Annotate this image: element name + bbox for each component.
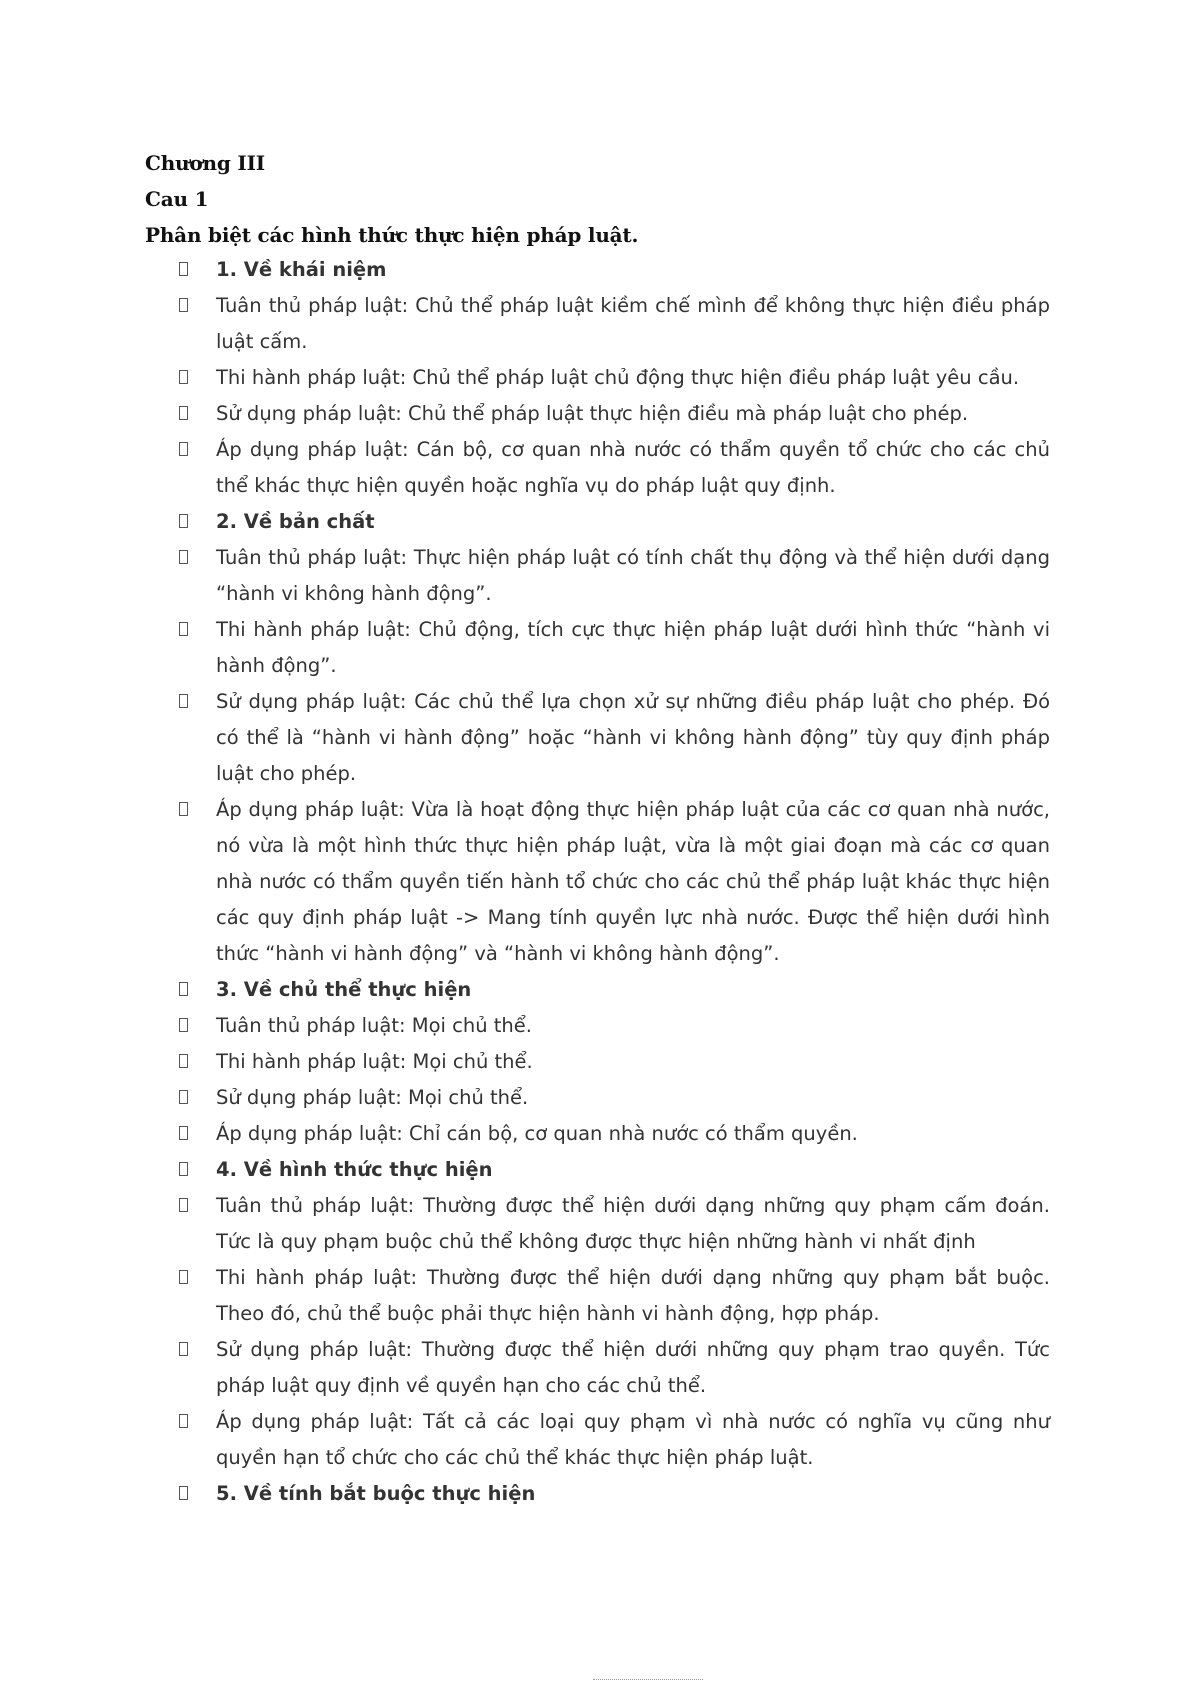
list-item <box>0 1404 1050 1476</box>
list-item <box>0 1044 1050 1080</box>
list-item <box>0 396 1050 432</box>
list-item-text: Thi hành pháp luật: Chủ động, tích cực thực hiện pháp luật dưới hình thức “hành vi hành động”. <box>216 618 1050 677</box>
page-bottom-mark <box>593 1679 703 1682</box>
list-item <box>0 432 1050 504</box>
list-item <box>0 1260 1050 1332</box>
bullet-box-icon <box>179 1126 188 1140</box>
list-item-text: Sử dụng pháp luật: Thường được thể hiện dưới những quy phạm trao quyền. Tức pháp luật quy định về quyền hạn cho các chủ thể. <box>216 1338 1050 1397</box>
bullet-box-icon <box>179 442 188 456</box>
bullet-box-icon <box>179 514 188 528</box>
list-item <box>0 1332 1050 1404</box>
list-item <box>0 792 1050 972</box>
list-item-text: Thi hành pháp luật: Chủ thể pháp luật chủ động thực hiện điều pháp luật yêu cầu. <box>216 366 1020 389</box>
section-heading-item <box>0 972 1050 1008</box>
bullet-box-icon <box>179 1162 188 1176</box>
bullet-box-icon <box>179 622 188 636</box>
section-heading-item <box>0 504 1050 540</box>
question-heading: Cau 1 <box>145 187 209 211</box>
list-item-text: Áp dụng pháp luật: Cán bộ, cơ quan nhà nước có thẩm quyền tổ chức cho các chủ thể khác thực hiện quyền hoặc nghĩa vụ do pháp luật quy định. <box>216 438 1050 497</box>
bullet-box-icon <box>179 1270 188 1284</box>
bullet-box-icon <box>179 982 188 996</box>
list-item <box>0 360 1050 396</box>
document-header <box>145 148 1085 256</box>
list-item-text: Áp dụng pháp luật: Tất cả các loại quy phạm vì nhà nước có nghĩa vụ cũng như quyền hạn tổ chức cho các chủ thể khác thực hiện pháp luật. <box>216 1410 1050 1469</box>
list-item <box>0 612 1050 684</box>
section-heading-text: 1. Về khái niệm <box>216 258 387 281</box>
bullet-box-icon <box>179 262 188 276</box>
list-item <box>0 1188 1050 1260</box>
list-item-text: Sử dụng pháp luật: Chủ thể pháp luật thực hiện điều mà pháp luật cho phép. <box>216 402 969 425</box>
bullet-box-icon <box>179 1018 188 1032</box>
list-item-text: Sử dụng pháp luật: Mọi chủ thể. <box>216 1086 529 1109</box>
bullet-box-icon <box>179 1054 188 1068</box>
bullet-box-icon <box>179 370 188 384</box>
list-item <box>0 1116 1050 1152</box>
list-item-text: Áp dụng pháp luật: Chỉ cán bộ, cơ quan nhà nước có thẩm quyền. <box>216 1122 858 1145</box>
chapter-heading: Chương III <box>145 151 265 175</box>
section-heading-item <box>0 1152 1050 1188</box>
list-item-text: Thi hành pháp luật: Thường được thể hiện dưới dạng những quy phạm bắt buộc. Theo đó, chủ thể buộc phải thực hiện hành vi hành động, hợp pháp. <box>216 1266 1050 1325</box>
bullet-box-icon <box>179 1486 188 1500</box>
bullet-box-icon <box>179 1090 188 1104</box>
list-item <box>0 288 1050 360</box>
list-item-text: Tuân thủ pháp luật: Thường được thể hiện dưới dạng những quy phạm cấm đoán. Tức là quy phạm buộc chủ thể không được thực hiện những hành vi nhất định <box>216 1194 1050 1253</box>
list-item <box>0 684 1050 792</box>
list-item-text: Thi hành pháp luật: Mọi chủ thể. <box>216 1050 533 1073</box>
bullet-box-icon <box>179 298 188 312</box>
list-item-text: Tuân thủ pháp luật: Mọi chủ thể. <box>216 1014 532 1037</box>
bullet-box-icon <box>179 1342 188 1356</box>
list-item-text: Áp dụng pháp luật: Vừa là hoạt động thực hiện pháp luật của các cơ quan nhà nước, nó vừa là một hình thức thực hiện pháp luật, vừa là một giai đoạn mà các cơ quan nhà nước có thẩm quyền tiến hành tổ chức cho các chủ thể pháp luật khác thực hiện các quy định pháp luật -> Mang tính quyền lực nhà nước. Được thể hiện dưới hình thức “hành vi hành động” và “hành vi không hành động”. <box>216 798 1050 965</box>
bullet-box-icon <box>179 1198 188 1212</box>
list-item <box>0 1008 1050 1044</box>
list-item-text: Tuân thủ pháp luật: Chủ thể pháp luật kiềm chế mình để không thực hiện điều pháp luật cấm. <box>216 294 1050 353</box>
section-heading-text: 5. Về tính bắt buộc thực hiện <box>216 1482 536 1505</box>
list-item-text: Sử dụng pháp luật: Các chủ thể lựa chọn xử sự những điều pháp luật cho phép. Đó có thể là “hành vi hành động” hoặc “hành vi không hành động” tùy quy định pháp luật cho phép. <box>216 690 1050 785</box>
bullet-box-icon <box>179 1414 188 1428</box>
section-heading-text: 2. Về bản chất <box>216 510 375 533</box>
list-item-text: Tuân thủ pháp luật: Thực hiện pháp luật có tính chất thụ động và thể hiện dưới dạng “hành vi không hành động”. <box>216 546 1050 605</box>
document-title: Phân biệt các hình thức thực hiện pháp luật. <box>145 223 639 247</box>
section-heading-text: 3. Về chủ thể thực hiện <box>216 978 472 1001</box>
bullet-box-icon <box>179 694 188 708</box>
section-heading-item <box>0 252 1050 288</box>
bullet-box-icon <box>179 802 188 816</box>
section-heading-item <box>0 1476 1050 1512</box>
bullet-list <box>0 252 1191 1512</box>
bullet-box-icon <box>179 406 188 420</box>
list-item <box>0 1080 1050 1116</box>
list-item <box>0 540 1050 612</box>
section-heading-text: 4. Về hình thức thực hiện <box>216 1158 493 1181</box>
bullet-box-icon <box>179 550 188 564</box>
